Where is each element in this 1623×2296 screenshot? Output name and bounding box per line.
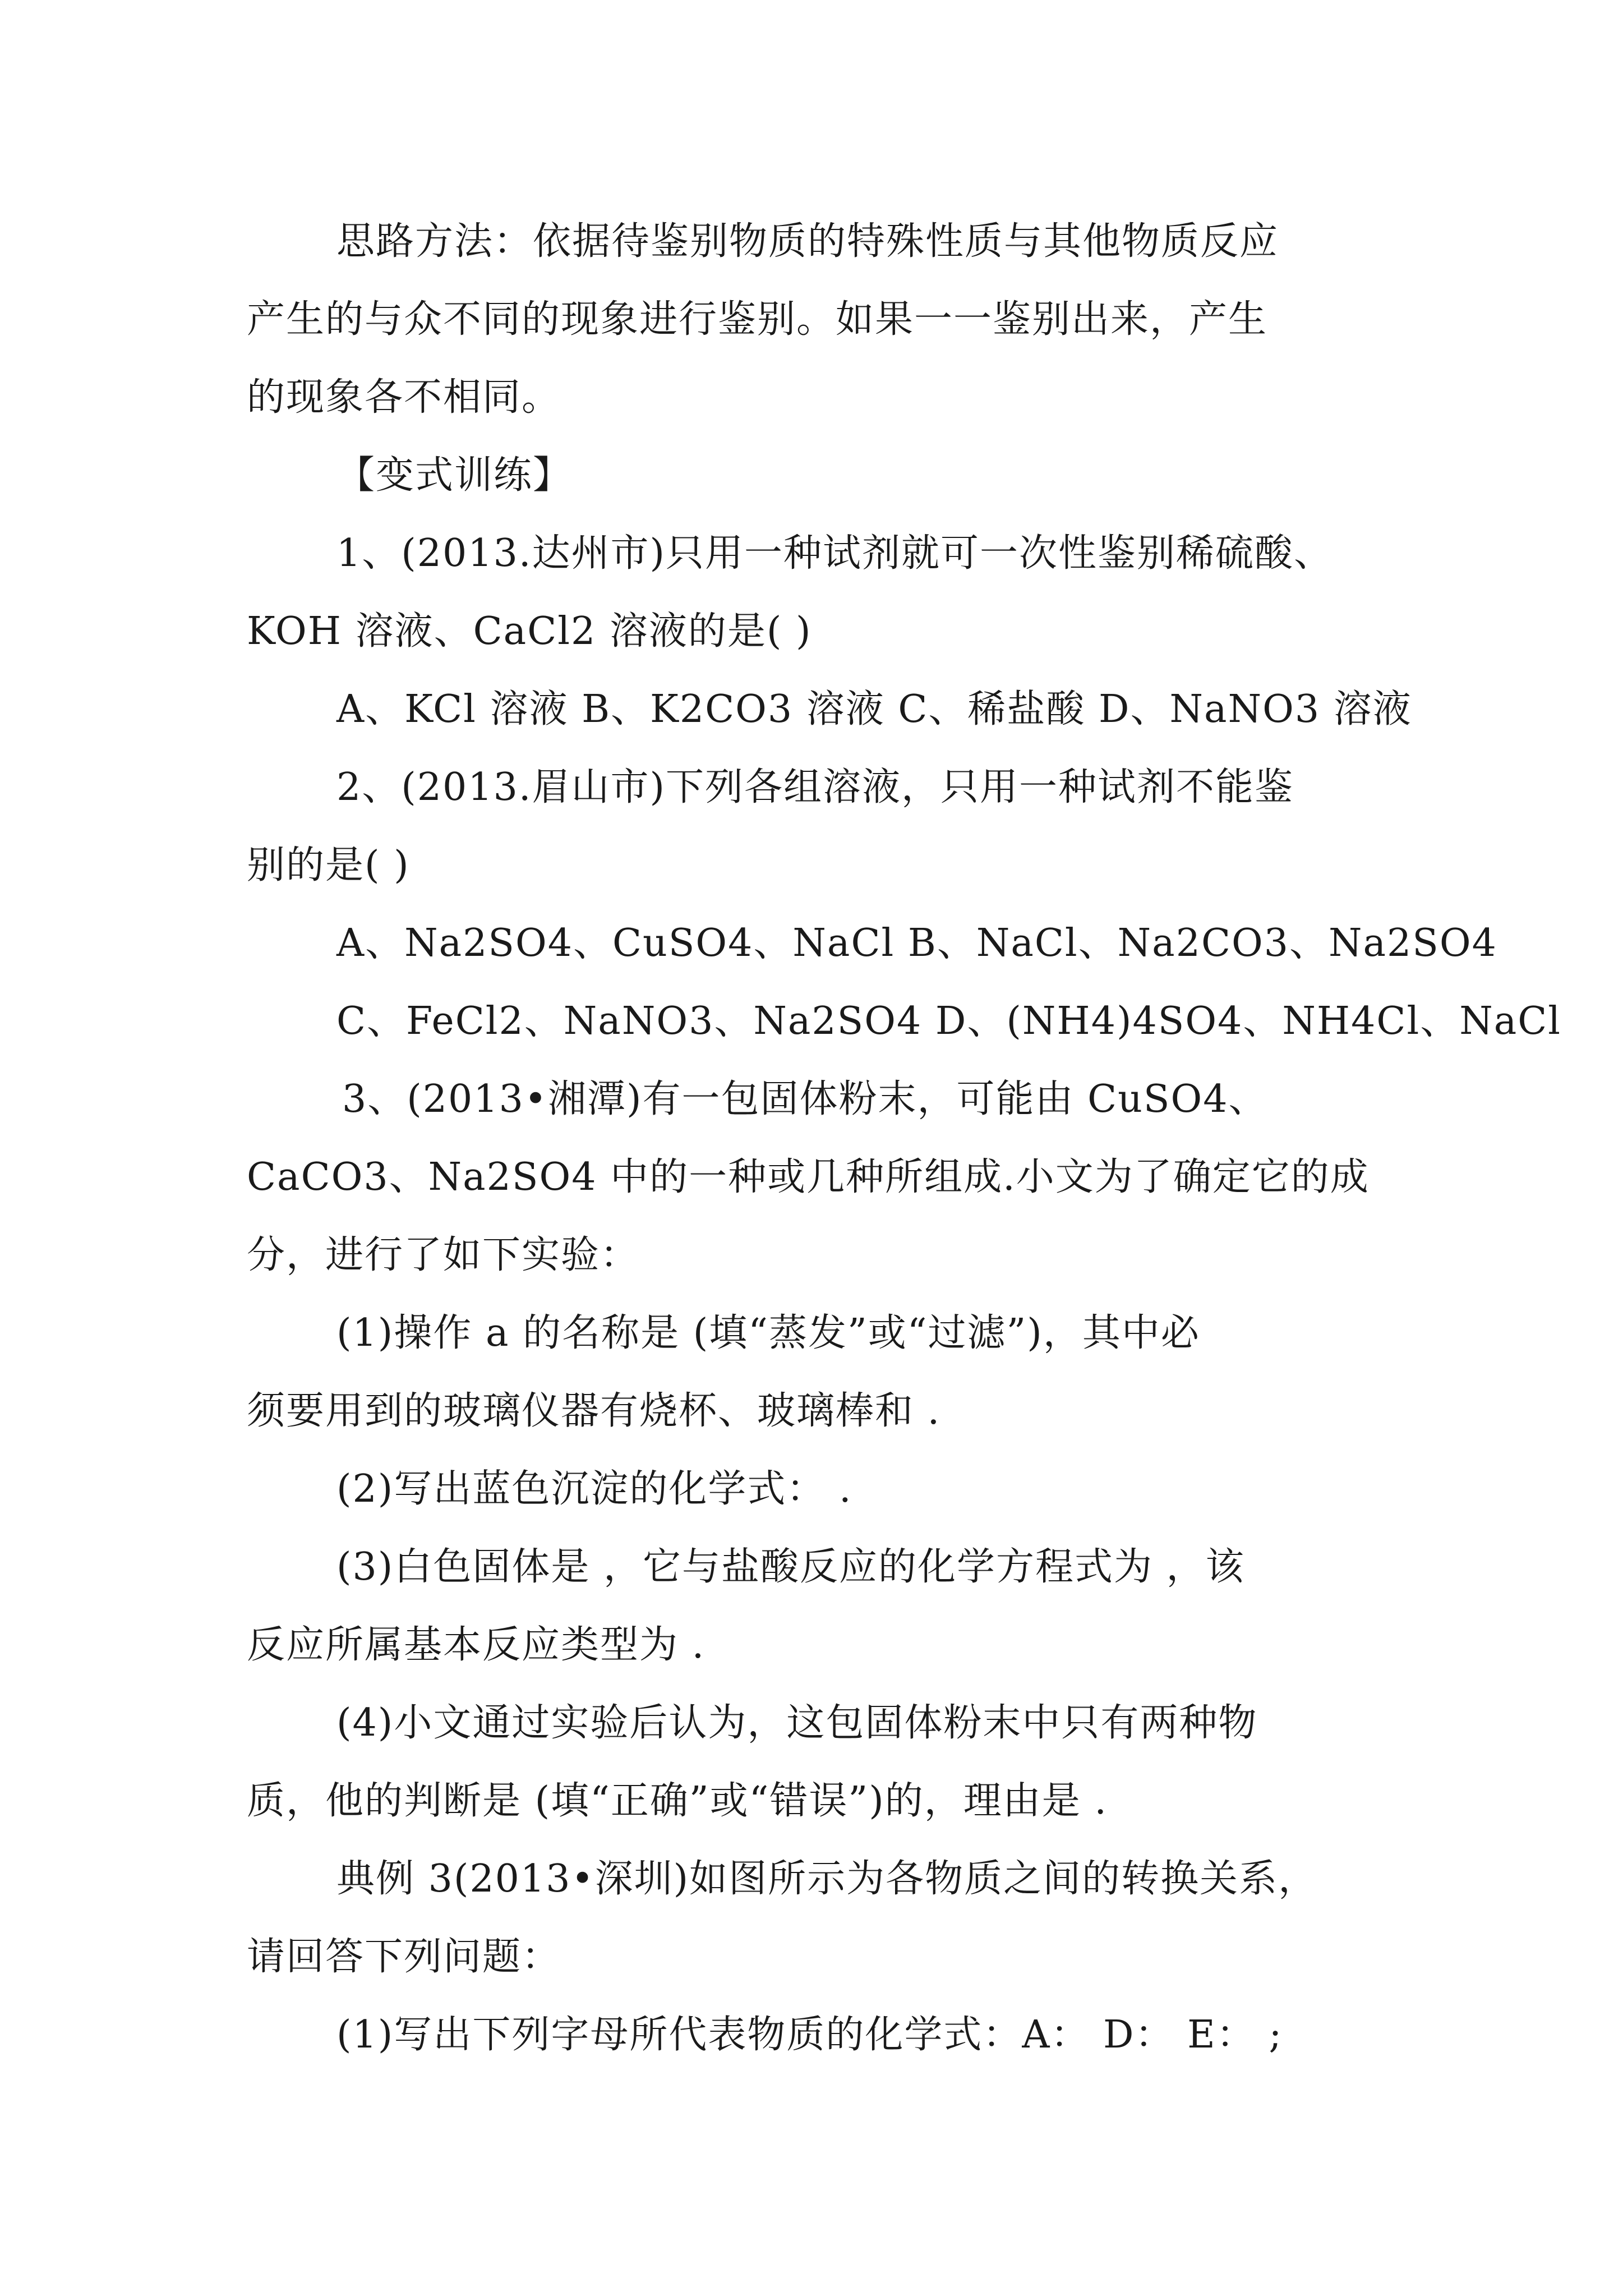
text-line: 思路方法：依据待鉴别物质的特殊性质与其他物质反应: [336, 219, 1279, 264]
text-line: (4)小文通过实验后认为，这包固体粉末中只有两种物: [336, 1701, 1258, 1745]
text-line: 1、(2013.达州市)只用一种试剂就可一次性鉴别稀硫酸、: [336, 531, 1333, 576]
text-line: C、FeCl2、NaNO3、Na2SO4 D、(NH4)4SO4、NH4Cl、NaCl: [336, 999, 1562, 1043]
text-line: A、KCl 溶液 B、K2CO3 溶液 C、稀盐酸 D、NaNO3 溶液: [336, 687, 1412, 731]
text-line: 反应所属基本反应类型为 .: [247, 1623, 706, 1667]
text-line: 产生的与众不同的现象进行鉴别。如果一一鉴别出来，产生: [247, 297, 1268, 342]
text-line: (1)写出下列字母所代表物质的化学式：A： D： E： ;: [336, 2013, 1283, 2057]
text-line: (2)写出蓝色沉淀的化学式： .: [336, 1467, 852, 1511]
text-line: A、Na2SO4、CuSO4、NaCl B、NaCl、Na2CO3、Na2SO4: [336, 921, 1497, 965]
text-line: 分，进行了如下实验：: [247, 1233, 640, 1277]
text-line: 的现象各不相同。: [247, 375, 561, 420]
text-line: 须要用到的玻璃仪器有烧杯、玻璃棒和 .: [247, 1389, 941, 1433]
text-line: 典例 3(2013•深圳)如图所示为各物质之间的转换关系，: [336, 1857, 1318, 1901]
text-line: (3)白色固体是 ，它与盐酸反应的化学方程式为 ，该: [336, 1545, 1245, 1589]
text-line: 质，他的判断是 (填“正确”或“错误”)的，理由是 .: [247, 1779, 1108, 1823]
text-line: 请回答下列问题：: [247, 1935, 561, 1979]
text-line: 2、(2013.眉山市)下列各组溶液，只用一种试剂不能鉴: [336, 765, 1294, 809]
text-line: 3、(2013•湘潭)有一包固体粉末，可能由 CuSO4、: [342, 1077, 1268, 1121]
text-line: 别的是( ): [247, 843, 410, 887]
text-line: (1)操作 a 的名称是 (填“蒸发”或“过滤”)，其中必: [336, 1311, 1200, 1355]
text-line: CaCO3、Na2SO4 中的一种或几种所组成.小文为了确定它的成: [247, 1155, 1370, 1199]
text-line: KOH 溶液、CaCl2 溶液的是( ): [247, 609, 812, 654]
section-heading: 【变式训练】: [336, 453, 573, 498]
